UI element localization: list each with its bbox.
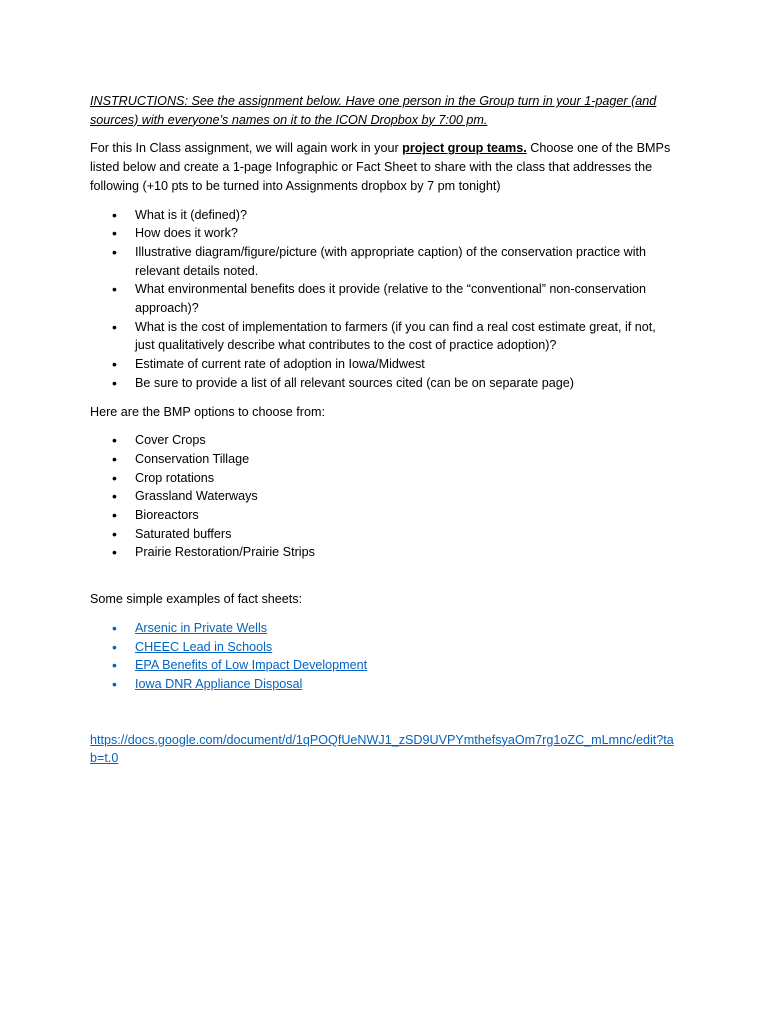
list-item [90, 656, 675, 675]
url-paragraph [90, 731, 675, 768]
bmp-heading: Here are the BMP options to choose from: [90, 404, 325, 419]
example-link-cheec[interactable]: CHEEC Lead in Schools [135, 639, 273, 654]
list-item [90, 619, 675, 638]
list-item: • Crop rotations [90, 469, 675, 488]
intro-paragraph [90, 139, 675, 195]
examples-heading: Some simple examples of fact sheets: [90, 592, 303, 607]
list-item: • Conservation Tillage [90, 450, 675, 469]
list-item [90, 638, 675, 657]
google-doc-link[interactable]: https://docs.google.com/document/d/1qPOQfUeNWJ1_zSD9UVPYmthefsyaOm7rg1oZC_mLmnc/edit?tab=t.0 [90, 732, 674, 766]
examples-list [90, 619, 675, 694]
list-item: • How does it work? [90, 224, 675, 243]
list-item: • What is it (defined)? [90, 206, 675, 225]
list-item: • Illustrative diagram/figure/picture (with appropriate caption) of the conservation practice with relevant details noted. [90, 243, 675, 280]
list-item: • Bioreactors [90, 506, 675, 525]
intro-text-after: Choose one of the BMPs listed below and create a 1-page Infographic or Fact Sheet to share with the class that addresses the following (+10 pts to be turned into Assignments dropbox by 7 pm tonight) [90, 141, 671, 193]
example-link-epa[interactable]: EPA Benefits of Low Impact Development [135, 658, 368, 673]
document-content [90, 92, 675, 768]
list-item: • What is the cost of implementation to farmers (if you can find a real cost estimate great, if not, just qualitatively describe what contributes to the cost of practice adoption)? [90, 318, 675, 355]
example-link-arsenic[interactable]: Arsenic in Private Wells [135, 620, 268, 635]
instructions-text: INSTRUCTIONS: See the assignment below. Have one person in the Group turn in your 1-pager (and sources) with everyone’s names on it to the ICON Dropbox by 7:00 pm. [90, 94, 657, 127]
list-item: • Estimate of current rate of adoption in Iowa/Midwest [90, 355, 675, 374]
intro-bold-text: project group teams. [402, 141, 527, 156]
spacer [90, 562, 675, 580]
list-item: • Be sure to provide a list of all relevant sources cited (can be on separate page) [90, 374, 675, 393]
list-item: • Grassland Waterways [90, 487, 675, 506]
list-item: • Prairie Restoration/Prairie Strips [90, 543, 675, 562]
list-item: • Cover Crops [90, 431, 675, 450]
list-item [90, 675, 675, 694]
bmp-options-list [90, 431, 675, 562]
intro-text-before: For this In Class assignment, we will again work in your [90, 141, 403, 156]
list-item: • What environmental benefits does it provide (relative to the “conventional” non-conservation approach)? [90, 280, 675, 317]
example-link-iowa-dnr[interactable]: Iowa DNR Appliance Disposal [135, 676, 303, 691]
questions-list [90, 206, 675, 393]
list-item: • Saturated buffers [90, 525, 675, 544]
